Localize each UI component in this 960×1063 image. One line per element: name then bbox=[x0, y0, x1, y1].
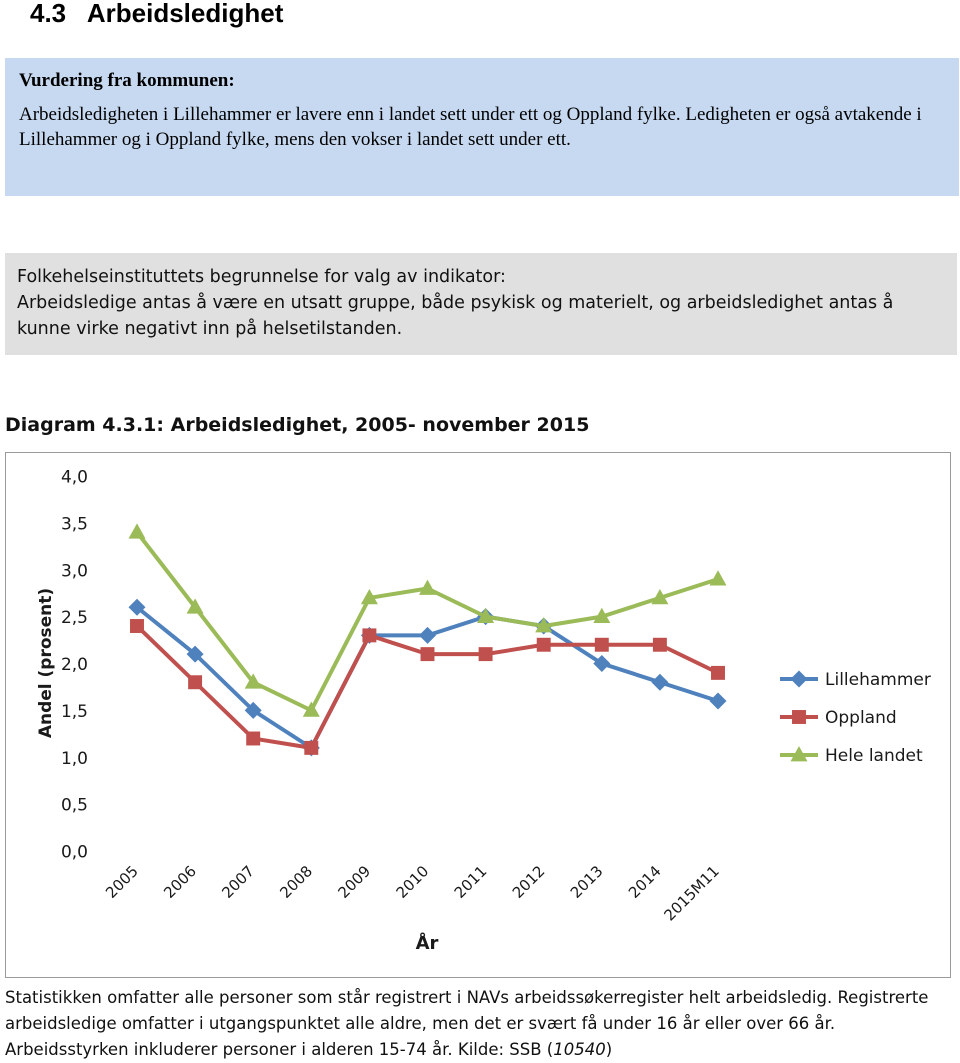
x-tick-label: 2013 bbox=[566, 862, 607, 902]
y-tick-label: 4,0 bbox=[60, 467, 88, 488]
x-tick-label: 2015M11 bbox=[660, 862, 723, 925]
x-tick-label: 2011 bbox=[450, 862, 491, 902]
x-tick-label: 2012 bbox=[508, 862, 549, 902]
note-text-end: ) bbox=[605, 1040, 613, 1059]
x-tick-label: 2008 bbox=[276, 862, 317, 902]
data-point-hele-landet bbox=[419, 580, 436, 595]
assessment-title: Vurdering fra kommunen: bbox=[19, 70, 235, 91]
x-tick-label: 2006 bbox=[160, 862, 200, 902]
legend-label-lillehammer: Lillehammer bbox=[825, 670, 931, 690]
x-tick-label: 2014 bbox=[624, 862, 665, 902]
x-tick-label: 2009 bbox=[334, 862, 375, 902]
y-axis-title: Andel (prosent) bbox=[36, 587, 56, 739]
note-text: Statistikken omfatter alle personer som står registrert i NAVs arbeidssøkerregister helt arbeidsledig. Registrerte arbeidsledige omfatter i utgangspunktet alle aldre, men det er svært få under 16 år eller over 66 år. Arbeidsstyrken inkluderer personer i alderen 15-74 år. Kilde: SSB ( bbox=[5, 988, 929, 1059]
data-point-lillehammer bbox=[651, 674, 668, 691]
x-tick-label: 2010 bbox=[392, 862, 433, 902]
data-point-oppland bbox=[479, 647, 493, 661]
data-point-oppland bbox=[537, 638, 551, 652]
data-point-oppland bbox=[421, 647, 435, 661]
legend-label-hele-landet: Hele landet bbox=[825, 746, 923, 766]
x-tick-label: 2007 bbox=[218, 862, 259, 902]
data-point-lillehammer bbox=[419, 627, 436, 644]
y-tick-label: 0,5 bbox=[60, 795, 88, 816]
data-point-oppland bbox=[362, 628, 376, 642]
rationale-body: Arbeidsledige antas å være en utsatt gruppe, både psykisk og materielt, og arbeidsledighet antas å kunne virke negativt inn på helsetilstanden. bbox=[17, 293, 894, 339]
data-point-oppland bbox=[711, 666, 725, 680]
data-point-oppland bbox=[595, 638, 609, 652]
data-point-oppland bbox=[653, 638, 667, 652]
x-tick-label: 2005 bbox=[102, 862, 142, 902]
y-tick-label: 1,0 bbox=[60, 748, 88, 769]
y-tick-label: 0,0 bbox=[60, 842, 88, 863]
data-point-oppland bbox=[304, 741, 318, 755]
y-tick-label: 1,5 bbox=[60, 701, 88, 722]
data-point-oppland bbox=[246, 732, 260, 746]
y-tick-label: 3,0 bbox=[60, 561, 88, 582]
rationale-heading: Folkehelseinstituttets begrunnelse for valg av indikator: bbox=[17, 267, 506, 287]
y-tick-label: 3,5 bbox=[60, 514, 88, 535]
data-point-oppland bbox=[130, 619, 144, 633]
data-point-hele-landet bbox=[129, 523, 146, 538]
legend-marker-lillehammer bbox=[791, 671, 808, 688]
statistics-note bbox=[5, 985, 957, 1063]
data-point-lillehammer bbox=[710, 693, 727, 710]
x-axis-title: År bbox=[415, 933, 439, 954]
section-title: Arbeidsledighet bbox=[86, 0, 284, 28]
source-table-code: 10540 bbox=[553, 1040, 606, 1059]
data-point-hele-landet bbox=[710, 570, 727, 585]
legend-marker-oppland bbox=[792, 710, 806, 724]
legend-label-oppland: Oppland bbox=[825, 708, 897, 728]
y-tick-label: 2,5 bbox=[60, 608, 88, 629]
section-number: 4.3 bbox=[30, 0, 67, 28]
y-tick-label: 2,0 bbox=[60, 655, 88, 675]
data-point-oppland bbox=[188, 675, 202, 689]
diagram-caption: Diagram 4.3.1: Arbeidsledighet, 2005- november 2015 bbox=[5, 414, 590, 436]
assessment-body: Arbeidsledigheten i Lillehammer er lavere enn i landet sett under ett og Oppland fylke. Ledigheten er også avtakende i Lillehammer og i Oppland fylke, mens den vokser i landet sett under ett. bbox=[19, 104, 922, 150]
